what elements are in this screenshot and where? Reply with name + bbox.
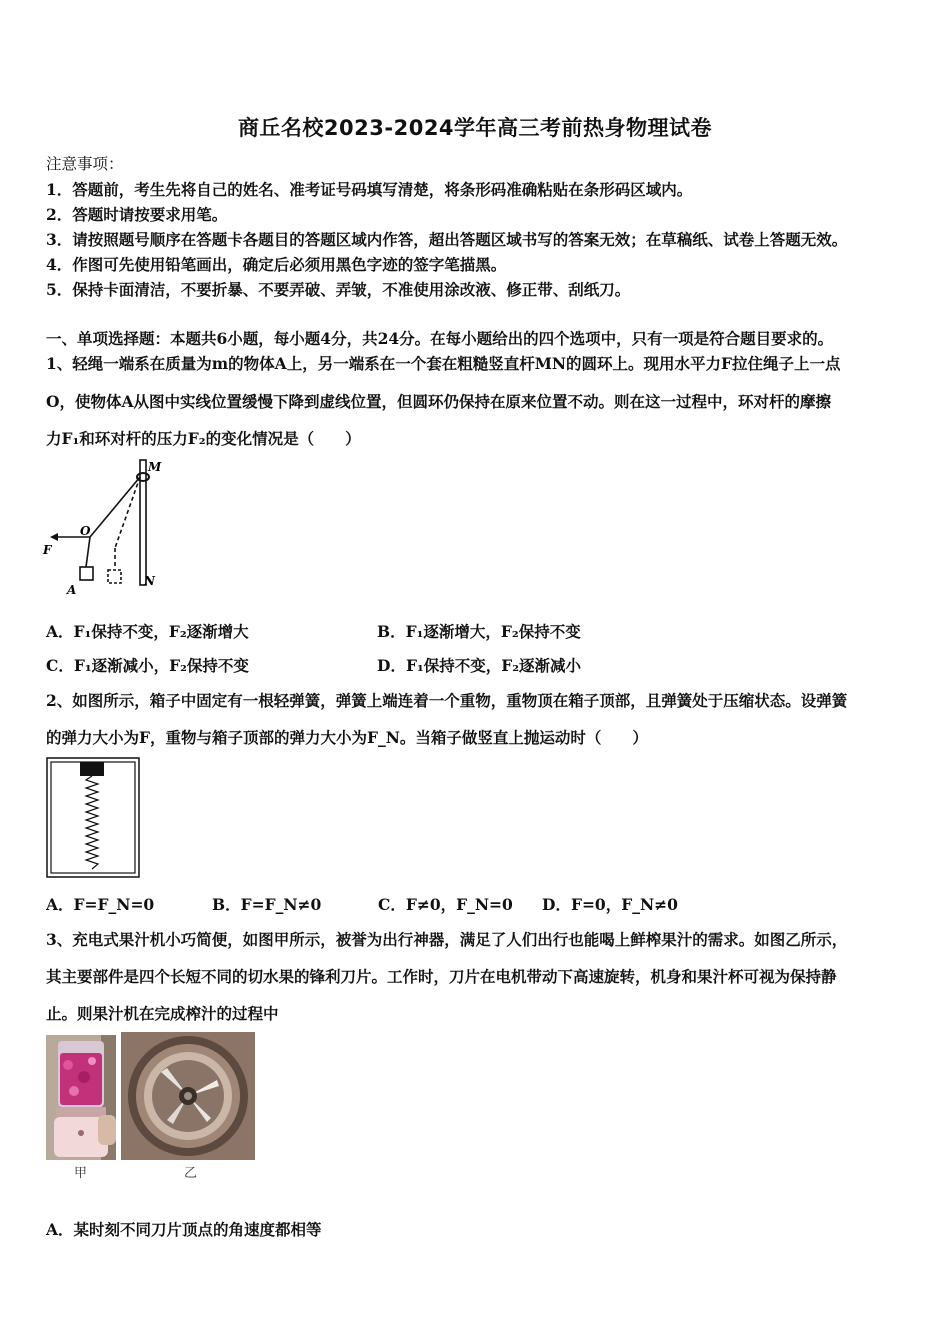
question-2-line: 的弹力大小为F，重物与箱子顶部的弹力大小为F_N。当箱子做竖直上抛运动时（ ） (46, 728, 648, 747)
q2-option-c[interactable]: C．F≠0，F_N=0 (378, 895, 513, 914)
caption-yi: 乙 (184, 1166, 198, 1181)
notice-item: 3．请按照题号顺序在答题卡各题目的答题区域内作答，超出答题区域书写的答案无效；在草稿纸、试卷上答题无效。 (46, 230, 848, 249)
juicer-photo-jia (46, 1035, 116, 1160)
rod-mn (140, 460, 146, 585)
question-3-line: 3、充电式果汁机小巧简便，如图甲所示，被誉为出行神器，满足了人们出行也能喝上鲜榨果汁的需求。如图乙所示， (46, 930, 848, 949)
rope-solid-lower (86, 537, 90, 567)
notice-item: 2．答题时请按要求用笔。 (46, 205, 228, 224)
caption-jia: 甲 (74, 1166, 88, 1181)
q2-option-b[interactable]: B．F=F_N≠0 (212, 895, 322, 914)
weight-block (80, 762, 104, 776)
spring (86, 776, 98, 869)
block-a-dashed (108, 570, 121, 583)
rope-solid (90, 477, 140, 537)
q2-option-d[interactable]: D．F=0，F_N≠0 (542, 895, 678, 914)
label-o: O (80, 524, 91, 538)
notice-item: 4．作图可先使用铅笔画出，确定后必须用黑色字迹的签字笔描黑。 (46, 255, 507, 274)
label-n: N (144, 574, 155, 588)
question-3-line: 止。则果汁机在完成榨汁的过程中 (46, 1004, 279, 1023)
notice-item: 5．保持卡面清洁，不要折暴、不要弄破、弄皱，不准使用涂改液、修正带、刮纸刀。 (46, 280, 631, 299)
notice-item: 1．答题前，考生先将自己的姓名、准考证号码填写清楚，将条形码准确粘贴在条形码区域内。 (46, 180, 693, 199)
page-title: 商丘名校2023-2024学年高三考前热身物理试卷 (237, 116, 713, 140)
rope-dashed (115, 477, 140, 548)
notice-heading: 注意事项： (46, 155, 124, 173)
label-a: A (67, 583, 77, 597)
question-2-line: 2、如图所示，箱子中固定有一根轻弹簧，弹簧上端连着一个重物，重物顶在箱子顶部，且弹簧处于压缩状态。设弹簧 (46, 691, 848, 710)
q1-option-c[interactable]: C．F₁逐渐减小，F₂保持不变 (46, 656, 249, 675)
juicer-photo-yi (121, 1032, 255, 1160)
label-m: M (148, 460, 162, 474)
question-1-line: O，使物体A从图中实线位置缓慢下降到虚线位置，但圆环仍保持在原来位置不动。则在这一过程中，环对杆的摩擦 (46, 392, 832, 411)
q3-option-a[interactable]: A．某时刻不同刀片顶点的角速度都相等 (46, 1220, 322, 1239)
arrow-head-icon (50, 533, 58, 541)
label-f: F (43, 543, 52, 557)
q1-option-a[interactable]: A．F₁保持不变，F₂逐渐增大 (46, 622, 249, 641)
question-1-line: 力F₁和环对杆的压力F₂的变化情况是（ ） (46, 429, 361, 448)
block-a-solid (80, 567, 93, 580)
q2-box-figure (46, 757, 141, 879)
q2-option-a[interactable]: A．F=F_N=0 (46, 895, 155, 914)
q1-rod-figure (40, 455, 175, 600)
q1-option-d[interactable]: D．F₁保持不变，F₂逐渐减小 (377, 656, 582, 675)
section-heading: 一、单项选择题：本题共6小题，每小题4分，共24分。在每小题给出的四个选项中，只有一项是符合题目要求的。 (46, 329, 834, 348)
question-1-line: 1、轻绳一端系在质量为m的物体A上，另一端系在一个套在粗糙竖直杆MN的圆环上。现用水平力F拉住绳子上一点 (46, 354, 841, 373)
question-3-line: 其主要部件是四个长短不同的切水果的锋利刀片。工作时，刀片在电机带动下高速旋转，机身和果汁杯可视为保持静 (46, 967, 837, 986)
q1-option-b[interactable]: B．F₁逐渐增大，F₂保持不变 (377, 622, 581, 641)
